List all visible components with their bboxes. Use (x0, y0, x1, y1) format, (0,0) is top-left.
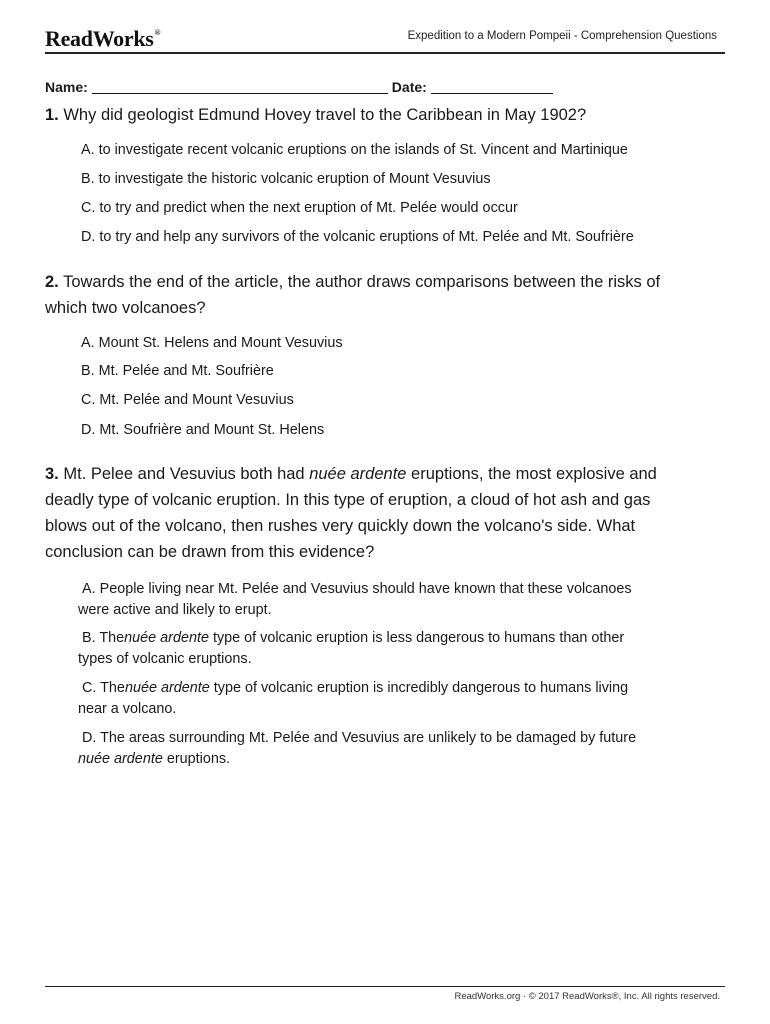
option-emphasis: nuée ardente (124, 680, 210, 696)
logo-registered-mark: ® (154, 28, 161, 37)
option-text: type of volcanic eruption is less dangerous to humans than other (208, 630, 625, 646)
question-1-option-a[interactable]: A. to investigate recent volcanic eruptions on the islands of St. Vincent and Martinique (81, 142, 628, 158)
question-2-option-c[interactable]: C. Mt. Pelée and Mount Vesuvius (81, 392, 294, 408)
question-text-line-4: conclusion can be drawn from this evidence? (45, 543, 375, 561)
question-text-post: eruptions, the most explosive and (406, 465, 657, 483)
question-number: 3. (45, 465, 59, 483)
option-line-2: were active and likely to erupt. (78, 602, 272, 618)
logo-text: ReadWorks (45, 26, 154, 51)
footer-copyright: ReadWorks.org · © 2017 ReadWorks®, Inc. All rights reserved. (454, 991, 720, 1002)
document-title: Expedition to a Modern Pompeii - Comprehension Questions (407, 30, 717, 42)
option-line-1: A. People living near Mt. Pelée and Vesuvius should have known that these volcanoes (82, 581, 632, 597)
date-field[interactable] (431, 79, 553, 94)
option-text: eruptions. (162, 751, 231, 767)
question-text-emphasis: nuée ardente (309, 465, 407, 483)
question-2-option-a[interactable]: A. Mount St. Helens and Mount Vesuvius (81, 335, 343, 351)
option-line-2: types of volcanic eruptions. (78, 651, 252, 667)
footer-divider (45, 986, 725, 987)
question-text: Why did geologist Edmund Hovey travel to the Caribbean in May 1902? (63, 106, 587, 124)
date-label: Date: (391, 79, 427, 95)
option-line-2: near a volcano. (78, 701, 177, 717)
question-1-stem (45, 102, 705, 128)
question-3-option-a[interactable] (78, 579, 718, 621)
question-3-option-d[interactable] (78, 728, 718, 770)
question-2-option-b[interactable]: B. Mt. Pelée and Mt. Soufrière (81, 363, 274, 379)
question-text-line-3: blows out of the volcano, then rushes very quickly down the volcano's side. What (45, 517, 636, 535)
question-number: 1. (45, 106, 59, 124)
question-3-option-b[interactable] (78, 628, 718, 670)
option-emphasis: nuée ardente (78, 751, 163, 767)
option-prefix: B. The (82, 630, 125, 646)
page-header (45, 24, 725, 54)
question-1-option-c[interactable]: C. to try and predict when the next eruption of Mt. Pelée would occur (81, 200, 518, 216)
question-text-line-1: Towards the end of the article, the author draws comparisons between the risks of (63, 273, 661, 291)
option-line-1: D. The areas surrounding Mt. Pelée and Vesuvius are unlikely to be damaged by future (82, 730, 637, 746)
question-text-line-2: deadly type of volcanic eruption. In this type of eruption, a cloud of hot ash and gas (45, 491, 651, 509)
option-prefix: C. The (82, 680, 125, 696)
question-text-line-2: which two volcanoes? (45, 299, 206, 317)
name-field[interactable] (92, 79, 388, 94)
name-label: Name: (45, 79, 88, 95)
name-date-line (45, 77, 553, 95)
question-3-option-c[interactable] (78, 678, 718, 720)
question-1-option-b[interactable]: B. to investigate the historic volcanic eruption of Mount Vesuvius (81, 171, 491, 187)
question-1-option-d[interactable]: D. to try and help any survivors of the volcanic eruptions of Mt. Pelée and Mt. Soufrière (81, 229, 634, 245)
question-number: 2. (45, 273, 59, 291)
question-2-option-d[interactable]: D. Mt. Soufrière and Mount St. Helens (81, 422, 325, 438)
question-3-stem (45, 461, 705, 565)
option-text: type of volcanic eruption is incredibly dangerous to humans living (209, 680, 629, 696)
readworks-logo (45, 26, 160, 52)
question-2-stem (45, 269, 705, 321)
question-text-pre: Mt. Pelee and Vesuvius both had (63, 465, 310, 483)
option-emphasis: nuée ardente (124, 630, 209, 646)
